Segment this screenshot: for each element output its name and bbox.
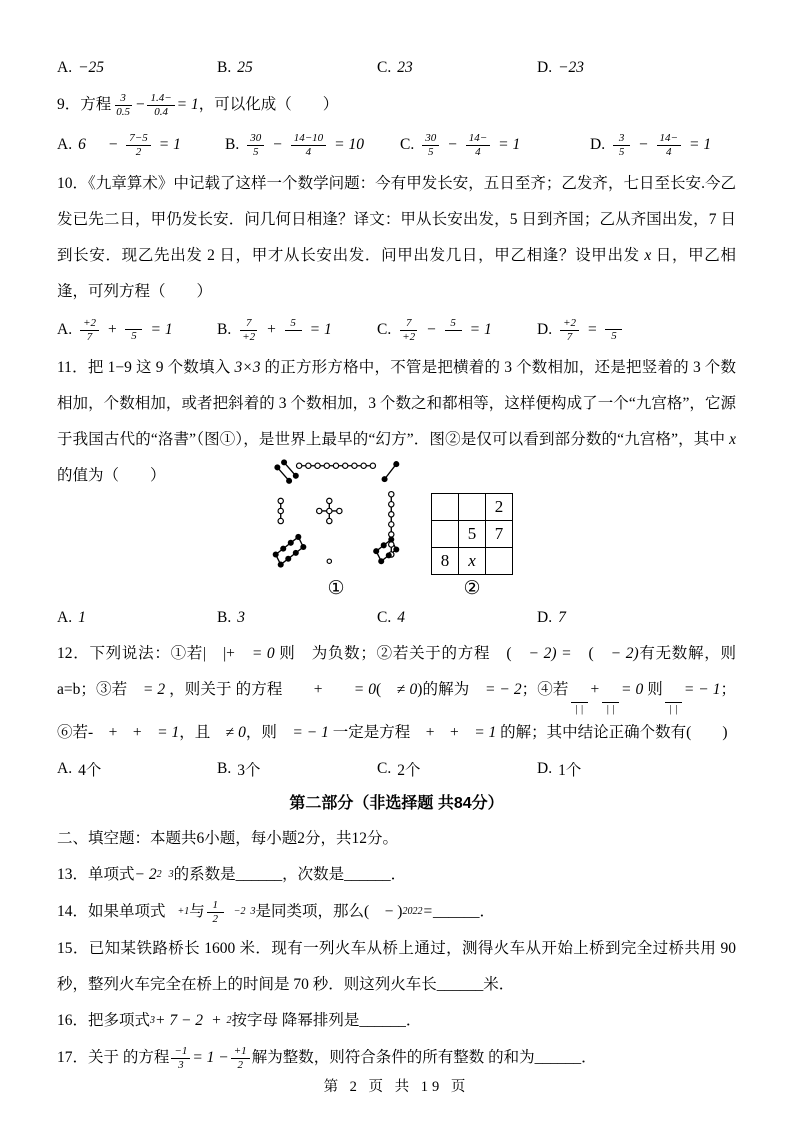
magic-square-cell: [432, 521, 459, 548]
q11-option-c: C. 4: [377, 609, 405, 626]
q9-option-b: B. $\frac{30}{5}$ − $\frac{14-10}{4}$ = 10: [225, 131, 364, 158]
q8-option-d: D. −23: [537, 59, 585, 76]
q9-option-a: A. 6 − $\frac{7-5}{2}$ = 1: [57, 131, 181, 158]
q11-option-b: B. 3: [217, 609, 245, 626]
question-11-stem: 11．把 1−9 这 9 个数填入 3×3 的正方形方格中，不管是把横着的 3 个数相加，还是把竖着的 3 个数相加，个数相加，或者把斜着的 3 个数相加，3 个数之和都相等，这样便构成了一个“九宫格”，它源于我国古代的“洛書”（图①），是世界上最早的“幻方”．图②是仅可以看到部分数的“九宫格”，其中 x 的值为（ ）: [57, 359, 736, 484]
q10-option-d: D. $\frac{+2}{7}$ = 5: [537, 317, 624, 343]
q8-options-row: [57, 50, 736, 86]
q11-options-row: [57, 600, 736, 636]
magic-square-figure: [431, 493, 513, 600]
luoshu-diagram: [269, 457, 403, 575]
q9-option-c: C. $\frac{30}{5}$ − $\frac{14-}{4}$ = 1: [400, 131, 521, 158]
q10-options-row: [57, 310, 736, 350]
question-17-stem: 17．关于 的方程 $\frac{-1}{3}$ = 1 − $\frac{+1}{2}$ 解为整数，则符合条件的所有整数 的和为______．: [57, 1045, 597, 1071]
question-14-stem: 14．如果单项式 +1 与 $\frac{1}{2}$ −2 3 是同类项，那么( − ) 2022 = ______．: [57, 899, 495, 925]
q9-options-row: [57, 124, 736, 166]
luoshu-figure: [269, 457, 403, 600]
part-2-header: 第二部分（非选择题 共84分）: [289, 795, 504, 813]
page-number-footer: 第 2 页 共 19 页: [323, 1079, 470, 1095]
magic-square-cell: [432, 494, 459, 521]
q8-option-c: C. 23: [377, 59, 413, 76]
magic-square-cell-x: x: [459, 548, 486, 575]
q12-option-a: A. 4个: [57, 760, 102, 780]
magic-square-grid: [431, 493, 513, 575]
q10-option-c: C. $\frac{7}{+2}$ − 5 = 1: [377, 316, 492, 343]
question-12-stem: 12．下列说法：①若| |+ = 0 则 为负数；②若关于的方程 ( − 2) = ( − 2)有无数解，则 a=b；③若 = 2 ，则关于 的方程 + = 0( ≠ 0)的解为 = − 2；④若 | | + | | = 0 则 | | = − 1；⑥若- + + = 1，且 ≠ 0，则 = − 1 一定是方程 + + = 1 的解；其中结论正确个数有( ): [57, 645, 737, 742]
magic-square-cell: 2: [486, 494, 513, 521]
q11-figures: [269, 460, 736, 600]
question-10-stem: 10．《九章算术》中记载了这样一个数学问题：今有甲发长安，五日至齐；乙发齐，七日至长安.今乙发已先二日，甲仍发长安．问几何日相逢？译文：甲从长安出发，5 日到齐国；乙从齐国出发，7 日到长安．现乙先出发 2 日，甲才从长安出发．问甲出发几日，甲乙相逢？设甲出发 x 日，甲乙相逢，可列方程（ ）: [57, 175, 736, 300]
q8-option-a: A. −25: [57, 59, 105, 76]
magic-square-cell: 7: [486, 521, 513, 548]
question-15-stem: 15．已知某铁路桥长 1600 米．现有一列火车从桥上通过，测得火车从开始上桥到完全过桥共用 90 秒，整列火车完全在桥上的时间是 70 秒．则这列火车长______米．: [57, 940, 736, 994]
question-16-stem: 16．把多项式 3 + 7 − 2 + 2 按字母 降幂排列是______．: [57, 1012, 422, 1030]
magic-square-cell: [486, 548, 513, 575]
q12-options-row: [57, 751, 736, 787]
q11-option-a: A. 1: [57, 609, 86, 626]
q12-option-b: B. 3个: [217, 760, 261, 780]
q12-option-c: C. 2个: [377, 760, 421, 780]
question-9-stem: 9．方程 $\frac{3}{0.5}$ − $\frac{1.4-}{0.4}$ = 1 ，可以化成（ ）: [57, 91, 339, 118]
q10-option-a: A. $\frac{+2}{7}$ + 5 = 1: [57, 316, 173, 343]
magic-square-cell: 5: [459, 521, 486, 548]
question-13-stem: 13．单项式 − 2 2 3 的系数是______，次数是______．: [57, 866, 407, 884]
q8-option-b: B. 25: [217, 59, 253, 76]
q11-option-d: D. 7: [537, 609, 566, 626]
figure-2-label: ②: [463, 578, 481, 599]
q9-option-d: D. $\frac{3}{5}$ − $\frac{14-}{4}$ = 1: [590, 131, 712, 158]
magic-square-cell: [459, 494, 486, 521]
fill-in-section-intro: 二、填空题：本题共6小题，每小题2分，共12分。: [57, 830, 399, 848]
q10-option-b: B. $\frac{7}{+2}$ + 5 = 1: [217, 316, 332, 343]
q12-option-d: D. 1个: [537, 760, 582, 780]
figure-1-label: ①: [327, 578, 345, 599]
magic-square-cell: 8: [432, 548, 459, 575]
